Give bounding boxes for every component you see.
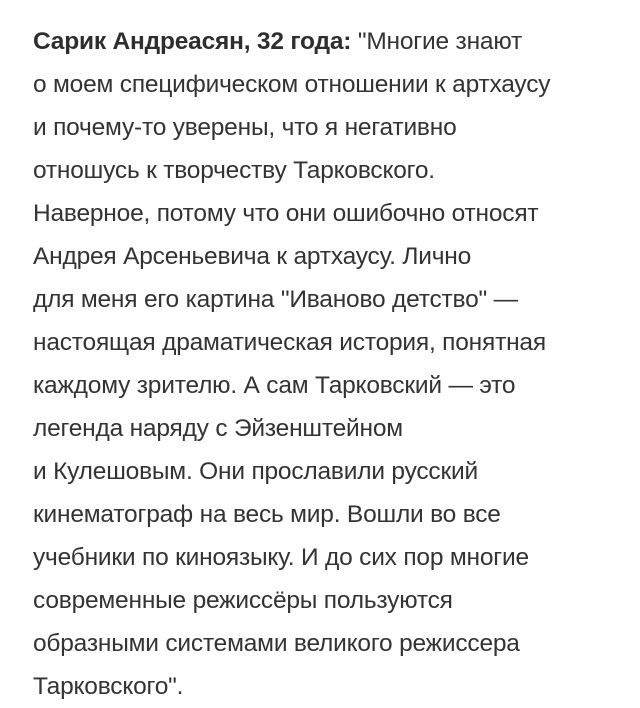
quote-paragraph bbox=[33, 20, 633, 708]
text-line: каждому зрителю. А сам Тарковский — это bbox=[33, 372, 516, 399]
text-line: учебники по киноязыку. И до сих пор многие bbox=[33, 544, 529, 571]
text-line: для меня его картина "Иваново детство" — bbox=[33, 286, 518, 313]
text-line: образными системами великого режиссера bbox=[33, 630, 520, 657]
speaker-name: Сарик Андреасян, 32 года: bbox=[33, 28, 352, 55]
text-line: легенда наряду с Эйзенштейном bbox=[33, 415, 403, 442]
text-line: о моем специфическом отношении к артхаусу bbox=[33, 71, 551, 98]
quote-text: "Многие знают bbox=[351, 28, 523, 55]
text-line: современные режиссёры пользуются bbox=[33, 587, 453, 614]
text-line: и почему-то уверены, что я негативно bbox=[33, 114, 457, 141]
text-line: Тарковского". bbox=[33, 673, 184, 700]
text-line bbox=[33, 20, 633, 63]
text-line: и Кулешовым. Они прославили русский bbox=[33, 458, 478, 485]
text-line: Андрея Арсеньевича к артхаусу. Лично bbox=[33, 243, 472, 270]
text-line: отношусь к творчеству Тарковского. bbox=[33, 157, 435, 184]
text-line: настоящая драматическая история, понятная bbox=[33, 329, 546, 356]
text-line: кинематограф на весь мир. Вошли во все bbox=[33, 501, 501, 528]
text-line: Наверное, потому что они ошибочно относят bbox=[33, 200, 539, 227]
